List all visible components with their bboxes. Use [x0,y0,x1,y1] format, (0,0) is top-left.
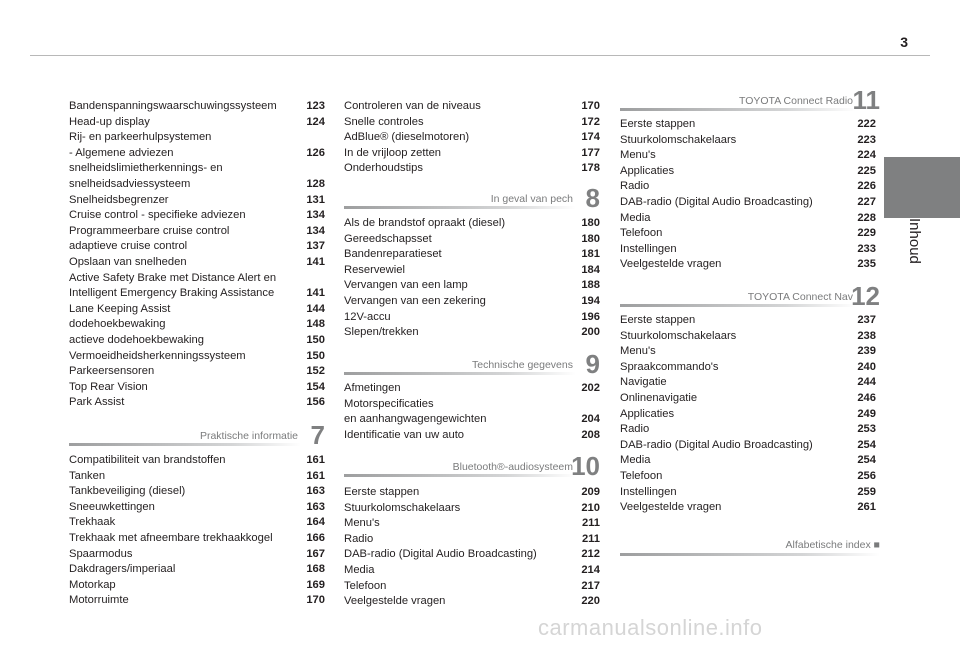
toc-entry[interactable] [344,263,600,279]
section-header-11 [620,85,880,115]
toc-entry-title: adaptieve cruise control [69,240,188,253]
toc-entry[interactable] [69,161,325,177]
section-rule [620,304,856,307]
section-header-8 [344,183,600,213]
toc-entry[interactable] [344,428,600,444]
toc-entry[interactable] [344,99,600,115]
toc-entry[interactable] [69,255,325,271]
section-rule [344,206,576,209]
toc-entry-page: 233 [857,242,876,255]
toc-entry-page: 170 [306,594,325,607]
toc-entry[interactable] [69,395,325,411]
toc-entry-page: 223 [857,133,876,146]
toc-entry-page: 210 [581,501,600,514]
toc-entry-title: Radio [344,532,374,545]
toc-entry-page: 131 [306,193,325,206]
toc-entry-page: 196 [581,310,600,323]
toc-entry-title: Veelgestelde vragen [620,258,722,271]
toc-entry-page: 229 [857,227,876,240]
toc-entry-title: Motorruimte [69,594,129,607]
toc-entry-page: 172 [581,115,600,128]
chapter-tab-label: Inhoud [906,218,923,264]
toc-entry-page: 152 [306,365,325,378]
section-header-9 [344,349,600,379]
toc-entry-title: Veelgestelde vragen [344,595,446,608]
toc-entry[interactable] [344,115,600,131]
toc-entry-title: Stuurkolomschakelaars [620,329,737,342]
toc-entry-title: Instellingen [620,242,677,255]
toc-entry[interactable] [620,485,876,501]
toc-entry[interactable] [620,313,876,329]
toc-entry[interactable] [69,578,325,594]
toc-entry-title: Stuurkolomschakelaars [344,501,461,514]
toc-entry-title: Als de brandstof opraakt (diesel) [344,217,506,229]
toc-entry-page: 259 [857,485,876,498]
alphabetical-index-header [620,533,880,559]
toc-entry-title: Opslaan van snelheden [69,255,187,268]
toc-entry-page: 211 [581,517,600,530]
toc-entry-page: 161 [306,469,325,482]
toc-entry-title: AdBlue® (dieselmotoren) [344,131,470,144]
toc-entry-page: 134 [306,209,325,222]
section-header-12 [620,281,880,311]
toc-entry[interactable] [620,360,876,376]
toc-entry-page: 126 [306,146,325,159]
toc-entry[interactable] [344,381,600,397]
toc-entry-page: 184 [581,263,600,276]
toc-entry-title: 12V-accu [344,310,391,323]
toc-entry[interactable] [344,397,600,413]
toc-entry[interactable] [69,469,325,485]
toc-entry[interactable] [620,195,876,211]
toc-entry-page: 150 [306,349,325,362]
toc-entry-page: 246 [857,391,876,404]
toc-list-section-12 [620,313,876,516]
toc-entry[interactable] [69,380,325,396]
toc-entry-title: Vermoeidheidsherkenningssysteem [69,349,246,362]
toc-entry[interactable] [620,500,876,516]
toc-entry-page: 222 [857,118,876,130]
toc-entry[interactable] [69,500,325,516]
toc-entry-title: DAB-radio (Digital Audio Broadcasting) [620,195,813,208]
toc-entry[interactable] [344,501,600,517]
toc-entry[interactable] [69,364,325,380]
toc-entry-title: Motorspecificaties [344,397,434,410]
toc-entry-title: Motorkap [69,578,116,591]
toc-entry-page: 123 [306,100,325,112]
section-number: 7 [310,420,325,450]
toc-entry-page: 254 [857,454,876,467]
toc-entry-page: 240 [857,360,876,373]
toc-entry[interactable] [69,193,325,209]
toc-entry[interactable] [620,391,876,407]
toc-entry-title: Eerste stappen [620,118,696,130]
toc-entry-title: Applicaties [620,407,675,420]
toc-entry[interactable] [344,412,600,428]
toc-entry-page: 163 [306,500,325,513]
toc-entry-page: 124 [306,115,325,128]
toc-entry[interactable] [620,242,876,258]
toc-entry-title: Snelle controles [344,115,424,128]
toc-entry[interactable] [69,593,325,609]
toc-entry-page: 177 [581,146,600,159]
toc-entry[interactable] [344,594,600,610]
toc-entry-title: Radio [620,180,650,193]
toc-entry[interactable] [344,216,600,232]
toc-entry-title: Navigatie [620,376,667,389]
toc-entry-title: Onlinenavigatie [620,391,698,404]
toc-entry[interactable] [620,211,876,227]
toc-entry-title: Telefoon [620,469,663,482]
toc-entry-page: 180 [581,217,600,229]
section-rule [69,443,301,446]
toc-entry[interactable] [69,239,325,255]
toc-entry[interactable] [344,310,600,326]
toc-entry-title: Bandenspanningswaarschuwingssysteem [69,100,277,112]
toc-entry-page: 211 [581,532,600,545]
toc-entry[interactable] [344,294,600,310]
toc-entry-page: 181 [581,248,600,261]
toc-entry-title: Media [620,211,651,224]
toc-entry-page: 163 [306,485,325,498]
toc-entry[interactable] [620,226,876,242]
toc-entry-title: Cruise control - specifieke adviezen [69,209,246,222]
toc-entry[interactable] [69,286,325,302]
toc-entry-page: 239 [857,345,876,358]
page-number: 3 [900,34,908,50]
toc-entry[interactable] [69,130,325,146]
toc-entry[interactable] [620,117,876,133]
toc-entry-page: 238 [857,329,876,342]
toc-entry-page: 220 [581,595,600,608]
toc-entry-title: Radio [620,423,650,436]
section-number: 11 [852,85,880,115]
toc-entry[interactable] [69,333,325,349]
toc-entry[interactable] [620,438,876,454]
toc-entry-page: 169 [306,578,325,591]
toc-entry-title: Telefoon [620,227,663,240]
toc-entry-title: Applicaties [620,164,675,177]
toc-list-col1-top [69,99,325,411]
toc-entry-title: Park Assist [69,396,125,409]
toc-entry-title: Onderhoudstips [344,162,423,175]
toc-entry-page: 161 [306,454,325,466]
toc-entry[interactable] [344,563,600,579]
toc-entry-title: Vervangen van een lamp [344,279,468,292]
toc-entry-title: Eerste stappen [620,314,696,326]
toc-entry-page: 209 [581,486,600,498]
toc-entry[interactable] [344,579,600,595]
toc-list-section-10 [344,485,600,610]
section-title: Technische gegevens [472,359,573,371]
toc-entry-title: Bandenreparatieset [344,248,442,261]
toc-entry-title: Gereedschapsset [344,232,432,245]
toc-entry-title: Parkeersensoren [69,365,155,378]
section-number: 12 [851,281,880,311]
toc-entry-page: 237 [857,314,876,326]
toc-entry[interactable] [69,515,325,531]
toc-entry[interactable] [620,344,876,360]
toc-entry[interactable] [344,278,600,294]
section-number: 8 [585,183,600,213]
toc-entry-title: Menu's [620,345,656,358]
toc-entry[interactable] [69,115,325,131]
toc-entry-page: 256 [857,469,876,482]
toc-entry-page: 212 [581,548,600,561]
alphabetical-index-link[interactable]: Alfabetische index ■ [785,539,880,551]
toc-entry-page: 214 [581,563,600,576]
toc-entry[interactable] [620,375,876,391]
toc-list-section-8 [344,216,600,341]
toc-entry-title: Menu's [620,149,656,162]
toc-entry-title: Menu's [344,517,380,530]
toc-entry-page: 244 [857,376,876,389]
toc-entry[interactable] [69,562,325,578]
section-rule [344,372,576,375]
toc-entry[interactable] [69,146,325,162]
toc-entry-page: 253 [857,423,876,436]
toc-entry-title: Controleren van de niveaus [344,100,481,112]
toc-entry-title: dodehoekbewaking [69,318,166,331]
top-rule [30,55,930,56]
toc-entry-page: 154 [306,380,325,393]
toc-entry-page: 168 [306,563,325,576]
toc-entry-title: Telefoon [344,579,387,592]
toc-entry-page: 156 [306,396,325,409]
toc-entry[interactable] [344,516,600,532]
toc-entry-page: 235 [857,258,876,271]
toc-entry-page: 150 [306,333,325,346]
toc-entry-title: Active Safety Brake met Distance Alert en [69,271,277,284]
toc-entry-title: In de vrijloop zetten [344,146,442,159]
toc-entry-title: Vervangen van een zekering [344,294,486,307]
toc-entry-title: Lane Keeping Assist [69,302,171,315]
toc-entry-title: Identificatie van uw auto [344,428,465,441]
toc-entry-title: Top Rear Vision [69,380,148,393]
toc-entry[interactable] [69,453,325,469]
toc-entry-page: 137 [306,240,325,253]
toc-entry-page: 225 [857,164,876,177]
toc-entry-page: 228 [857,211,876,224]
toc-entry-title: snelheidsadviessysteem [69,177,191,190]
toc-entry-title: Slepen/trekken [344,326,419,339]
toc-entry[interactable] [69,177,325,193]
toc-entry-title: Afmetingen [344,382,401,394]
toc-entry-page: 261 [857,501,876,514]
toc-entry-page: 148 [306,318,325,331]
toc-entry[interactable] [69,99,325,115]
toc-entry-page: 194 [581,294,600,307]
toc-entry[interactable] [69,302,325,318]
toc-entry[interactable] [69,547,325,563]
toc-entry[interactable] [620,407,876,423]
toc-entry-page: 128 [306,177,325,190]
toc-entry[interactable] [620,164,876,180]
toc-entry-title: Sneeuwkettingen [69,500,155,513]
toc-entry-page: 204 [581,413,600,426]
toc-entry[interactable] [69,224,325,240]
toc-entry[interactable] [620,469,876,485]
toc-entry-page: 208 [581,428,600,441]
section-title: Bluetooth®-audiosysteem [452,461,573,473]
toc-entry-page: 200 [581,326,600,339]
toc-entry[interactable] [344,232,600,248]
toc-entry-title: Spaarmodus [69,547,133,560]
section-title: In geval van pech [490,193,573,205]
toc-entry-title: Media [344,563,375,576]
toc-entry-page: 164 [306,516,325,529]
section-title: TOYOTA Connect Radio [739,95,853,107]
toc-entry-title: DAB-radio (Digital Audio Broadcasting) [344,548,537,561]
toc-entry-title: Rij- en parkeerhulpsystemen [69,131,212,144]
toc-entry-page: 217 [581,579,600,592]
toc-entry[interactable] [344,247,600,263]
toc-entry-title: actieve dodehoekbewaking [69,333,204,346]
toc-entry-title: - Algemene adviezen [69,146,174,159]
section-title: Praktische informatie [199,430,298,442]
toc-entry-page: 174 [581,131,600,144]
section-number: 10 [571,451,600,481]
toc-entry-page: 227 [857,195,876,208]
toc-entry[interactable] [344,547,600,563]
toc-list-section-7 [69,453,325,609]
watermark: carmanualsonline.info [538,615,763,640]
toc-entry-title: Tankbeveiliging (diesel) [69,485,186,498]
toc-entry-title: Stuurkolomschakelaars [620,133,737,146]
toc-entry-title: Media [620,454,651,467]
toc-entry[interactable] [344,485,600,501]
toc-entry-title: Head-up display [69,115,150,128]
toc-list-col2-top [344,99,600,177]
section-rule [620,553,880,556]
chapter-tab [884,157,960,218]
toc-entry-page: 224 [857,149,876,162]
toc-entry-page: 170 [581,100,600,112]
toc-entry-title: Spraakcommando's [620,360,719,373]
toc-entry[interactable] [69,349,325,365]
toc-entry[interactable] [620,422,876,438]
toc-entry-title: Compatibiliteit van brandstoffen [69,454,226,466]
toc-entry-page: 226 [857,180,876,193]
toc-entry-page: 249 [857,407,876,420]
section-title: TOYOTA Connect Nav [747,291,853,303]
toc-entry[interactable] [344,532,600,548]
toc-entry-title: en aanhangwagengewichten [344,413,487,426]
toc-list-section-11 [620,117,876,273]
toc-entry-page: 134 [306,224,325,237]
toc-entry[interactable] [620,257,876,273]
toc-entry[interactable] [344,146,600,162]
toc-entry[interactable] [69,484,325,500]
toc-entry[interactable] [344,161,600,177]
toc-entry-page: 178 [581,162,600,175]
toc-entry[interactable] [620,329,876,345]
toc-entry-title: Snelheidsbegrenzer [69,193,169,206]
toc-list-section-9 [344,381,600,443]
toc-entry-title: Trekhaak met afneembare trekhaakkogel [69,531,273,544]
section-rule [620,108,856,111]
section-number: 9 [585,349,600,379]
toc-entry[interactable] [344,130,600,146]
toc-entry-title: snelheidslimietherkennings- en [69,162,223,175]
toc-entry[interactable] [69,531,325,547]
toc-entry[interactable] [620,148,876,164]
toc-entry[interactable] [69,208,325,224]
toc-entry-title: Programmeerbare cruise control [69,224,230,237]
toc-entry-page: 254 [857,438,876,451]
toc-entry-page: 188 [581,279,600,292]
toc-entry[interactable] [69,317,325,333]
toc-entry-title: Trekhaak [69,516,116,529]
toc-entry-title: DAB-radio (Digital Audio Broadcasting) [620,438,813,451]
toc-entry-title: Intelligent Emergency Braking Assistance [69,287,275,300]
toc-entry-page: 167 [306,547,325,560]
toc-entry-page: 144 [306,302,325,315]
toc-entry-page: 180 [581,232,600,245]
toc-entry-title: Tanken [69,469,106,482]
toc-entry[interactable] [620,179,876,195]
toc-entry[interactable] [620,453,876,469]
toc-entry-title: Instellingen [620,485,677,498]
toc-entry-title: Veelgestelde vragen [620,501,722,514]
toc-entry-title: Dakdragers/imperiaal [69,563,176,576]
toc-entry[interactable] [620,133,876,149]
toc-entry-title: Eerste stappen [344,486,420,498]
toc-entry-page: 141 [306,255,325,268]
toc-entry-page: 166 [306,531,325,544]
toc-entry-page: 141 [306,287,325,300]
section-rule [344,474,576,477]
toc-entry-title: Reservewiel [344,263,405,276]
toc-entry-page: 202 [581,382,600,394]
section-header-7 [69,420,325,450]
section-header-10 [344,451,600,481]
toc-entry[interactable] [344,325,600,341]
toc-entry[interactable] [69,271,325,287]
